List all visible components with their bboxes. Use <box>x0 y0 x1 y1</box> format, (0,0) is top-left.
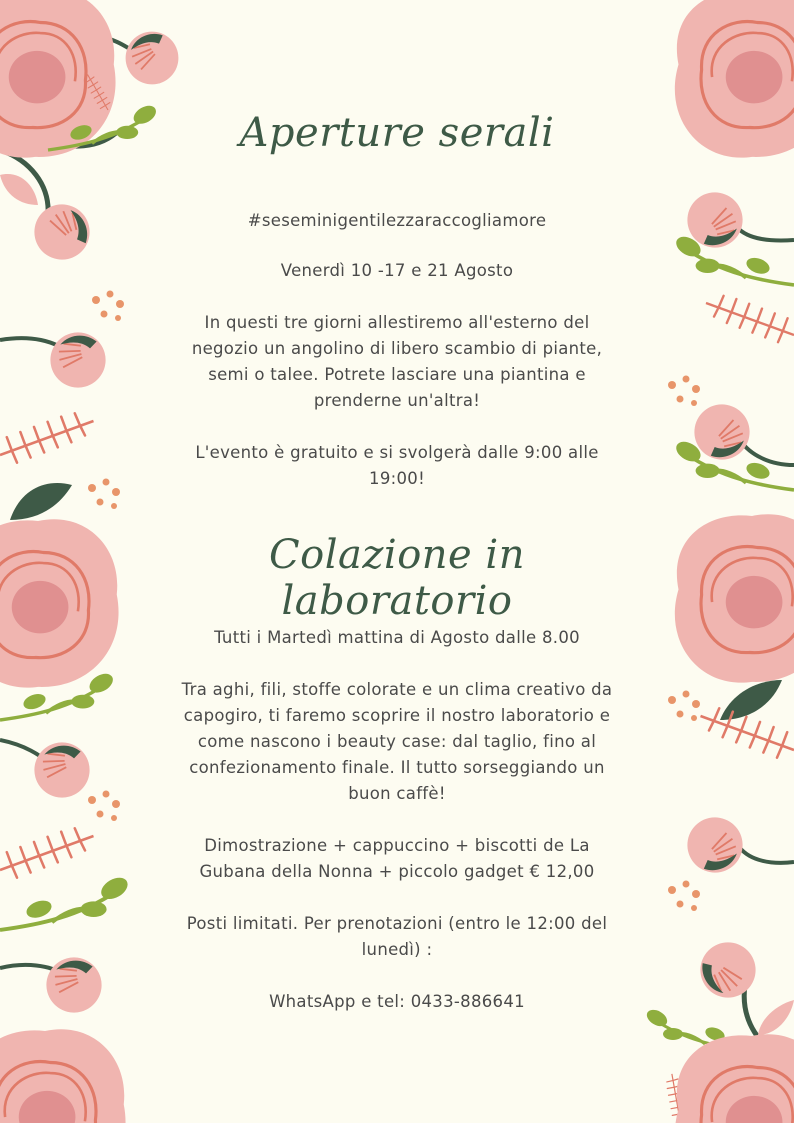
event-free-note: L'evento è gratuito e si svolgerà dalle 9:00 alle 19:00! <box>195 443 599 488</box>
hashtag-text: #seseminigentilezzaraccogliamore <box>247 211 547 230</box>
section2-body <box>170 625 624 1015</box>
breakfast-when: Tutti i Martedì mattina di Agosto dalle 8.00 <box>214 628 580 647</box>
breakfast-description: Tra aghi, fili, stoffe colorate e un clima creativo da capogiro, ti faremo scoprire il nostro laboratorio e come nascono i beauty case: dal taglio, fino al confezionamento finale. Il tutto sorseggiando un buon caffè! <box>181 680 613 803</box>
booking-info: Posti limitati. Per prenotazioni (entro le 12:00 del lunedì) : <box>186 914 608 959</box>
event-dates: Venerdì 10 -17 e 21 Agosto <box>280 261 514 280</box>
breakfast-offer-price: Dimostrazione + cappuccino + biscotti de La Gubana della Nonna + piccolo gadget € 12,00 <box>199 836 595 881</box>
section-title-colazione: Colazione in laboratorio <box>269 532 525 624</box>
section1-body <box>170 208 624 492</box>
event-description: In questi tre giorni allestiremo all'esterno del negozio un angolino di libero scambio di piante, semi o talee. Potrete lasciare una piantina e prenderne un'altra! <box>191 313 603 410</box>
section-title-aperture-serali: Aperture serali <box>239 110 555 156</box>
contact-phone: WhatsApp e tel: 0433-886641 <box>269 992 525 1011</box>
